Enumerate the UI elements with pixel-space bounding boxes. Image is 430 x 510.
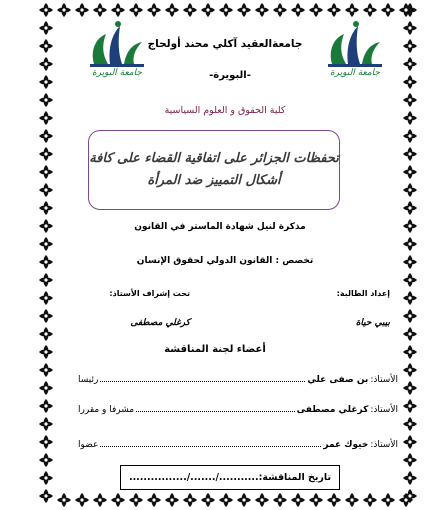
border-ornament-icon xyxy=(403,237,417,251)
border-ornament-icon xyxy=(39,57,53,71)
border-ornament-icon xyxy=(403,381,417,395)
border-ornament-icon xyxy=(39,111,53,125)
border-ornament-icon xyxy=(39,201,53,215)
border-ornament-icon xyxy=(39,363,53,377)
border-ornament-icon xyxy=(39,75,53,89)
member-label: الأستاذ: xyxy=(370,375,398,385)
border-ornament-icon xyxy=(403,219,417,233)
border-ornament-icon xyxy=(39,345,53,359)
border-ornament-icon xyxy=(165,3,179,17)
university-logo-right xyxy=(320,20,390,82)
faculty-name: كلية الحقوق و العلوم السياسية xyxy=(164,105,286,116)
border-ornament-icon xyxy=(403,57,417,71)
border-ornament-icon xyxy=(403,273,417,287)
supervisor-label: تحت إشراف الأستاذ: xyxy=(109,289,190,298)
border-ornament-icon xyxy=(403,309,417,323)
border-ornament-icon xyxy=(57,493,71,507)
border-ornament-icon xyxy=(403,399,417,413)
border-ornament-icon xyxy=(201,493,215,507)
border-ornament-icon xyxy=(363,493,377,507)
member-role: مشرفا و مقررا xyxy=(78,405,135,415)
border-ornament-icon xyxy=(39,93,53,107)
border-ornament-icon xyxy=(291,493,305,507)
border-ornament-icon xyxy=(39,183,53,197)
member-label: الأستاذ: xyxy=(370,440,398,450)
border-ornament-icon xyxy=(403,39,417,53)
border-ornament-icon xyxy=(111,3,125,17)
student-name: بيبي حياة xyxy=(355,318,390,328)
border-ornament-icon xyxy=(75,493,89,507)
specialty: تخصص : القانون الدولي لحقوق الإنسان xyxy=(136,256,314,266)
member-role: عضوا xyxy=(78,440,99,450)
defense-date-box: تاريخ المناقشة:.........../......./................ xyxy=(120,465,340,490)
border-ornament-icon xyxy=(345,3,359,17)
border-ornament-icon xyxy=(129,3,143,17)
border-ornament-icon xyxy=(255,3,269,17)
committee-member-1 xyxy=(78,375,398,385)
border-ornament-icon xyxy=(255,493,269,507)
dotted-line xyxy=(136,410,295,412)
border-ornament-icon xyxy=(327,493,341,507)
border-ornament-icon xyxy=(39,309,53,323)
border-ornament-icon xyxy=(403,471,417,485)
border-ornament-icon xyxy=(165,493,179,507)
border-ornament-icon xyxy=(403,435,417,449)
border-ornament-icon xyxy=(201,3,215,17)
border-ornament-icon xyxy=(273,3,287,17)
university-logo-left xyxy=(82,20,152,82)
university-emblem-icon xyxy=(320,20,390,70)
border-ornament-icon xyxy=(381,3,395,17)
border-ornament-icon xyxy=(327,3,341,17)
border-ornament-icon xyxy=(147,493,161,507)
committee-member-3 xyxy=(78,440,398,450)
border-ornament-icon xyxy=(403,111,417,125)
border-ornament-icon xyxy=(403,417,417,431)
committee-member-2 xyxy=(78,405,398,415)
border-ornament-icon xyxy=(403,129,417,143)
border-ornament-icon xyxy=(403,291,417,305)
border-ornament-icon xyxy=(309,493,323,507)
dotted-line xyxy=(100,380,305,382)
border-ornament-icon xyxy=(39,237,53,251)
border-ornament-icon xyxy=(39,255,53,269)
border-ornament-icon xyxy=(403,147,417,161)
border-ornament-icon xyxy=(57,3,71,17)
border-ornament-icon xyxy=(403,363,417,377)
member-name: بن صفى علي xyxy=(307,375,369,385)
border-ornament-icon xyxy=(403,255,417,269)
border-ornament-icon xyxy=(39,417,53,431)
member-name: كرغلي مصطفى xyxy=(296,405,369,415)
border-ornament-icon xyxy=(39,381,53,395)
border-ornament-icon xyxy=(93,493,107,507)
border-ornament-icon xyxy=(403,165,417,179)
border-ornament-icon xyxy=(111,493,125,507)
border-ornament-icon xyxy=(39,489,53,503)
border-ornament-icon xyxy=(39,21,53,35)
border-ornament-icon xyxy=(403,327,417,341)
border-ornament-icon xyxy=(39,273,53,287)
border-ornament-icon xyxy=(309,3,323,17)
border-ornament-icon xyxy=(39,129,53,143)
border-ornament-icon xyxy=(403,345,417,359)
border-ornament-icon xyxy=(403,201,417,215)
border-ornament-icon xyxy=(403,75,417,89)
dotted-line xyxy=(100,445,321,447)
border-ornament-icon xyxy=(93,3,107,17)
border-ornament-icon xyxy=(39,399,53,413)
logo-caption-right: جامعة البويرة xyxy=(330,68,380,78)
border-ornament-icon xyxy=(237,493,251,507)
university-name: جامعةالعقيد آكلي محند أولحاج xyxy=(147,38,303,50)
committee-title: أعضاء لجنة المناقشة xyxy=(164,344,266,355)
border-ornament-icon xyxy=(273,493,287,507)
border-ornament-icon xyxy=(39,147,53,161)
prepared-by-label: إعداد الطالبة: xyxy=(336,289,390,298)
border-ornament-icon xyxy=(183,493,197,507)
border-ornament-icon xyxy=(381,493,395,507)
border-ornament-icon xyxy=(345,493,359,507)
supervisor-name: كرغلي مصطفى xyxy=(130,318,190,328)
university-city: -البويرة- xyxy=(209,70,251,81)
border-ornament-icon xyxy=(403,183,417,197)
border-ornament-icon xyxy=(403,453,417,467)
border-ornament-icon xyxy=(237,3,251,17)
member-name: خيوك عمر xyxy=(323,440,369,450)
border-ornament-icon xyxy=(39,39,53,53)
thesis-title-box xyxy=(88,130,340,210)
border-ornament-icon xyxy=(403,21,417,35)
border-ornament-icon xyxy=(183,3,197,17)
border-ornament-icon xyxy=(219,3,233,17)
border-ornament-icon xyxy=(39,291,53,305)
border-ornament-icon xyxy=(129,493,143,507)
border-ornament-icon xyxy=(39,219,53,233)
member-role: رئيسا xyxy=(78,375,99,385)
border-ornament-icon xyxy=(291,3,305,17)
border-ornament-icon xyxy=(363,3,377,17)
border-ornament-icon xyxy=(39,471,53,485)
border-ornament-icon xyxy=(39,3,53,17)
member-label: الأستاذ: xyxy=(370,405,398,415)
border-ornament-icon xyxy=(39,453,53,467)
logo-caption-left: جامعة البويرة xyxy=(92,68,142,78)
border-ornament-icon xyxy=(39,165,53,179)
border-ornament-icon xyxy=(39,327,53,341)
border-ornament-icon xyxy=(219,493,233,507)
border-ornament-icon xyxy=(403,93,417,107)
thesis-title-line-1: تحفظات الجزائر على اتفاقية القضاء على كافة xyxy=(89,151,339,166)
border-ornament-icon xyxy=(147,3,161,17)
memo-description: مذكرة لنيل شهادة الماستر في القانون xyxy=(134,222,306,232)
thesis-title-line-2: أشكال التمييز ضد المرأة xyxy=(147,173,281,188)
border-ornament-icon xyxy=(39,435,53,449)
border-ornament-icon xyxy=(75,3,89,17)
